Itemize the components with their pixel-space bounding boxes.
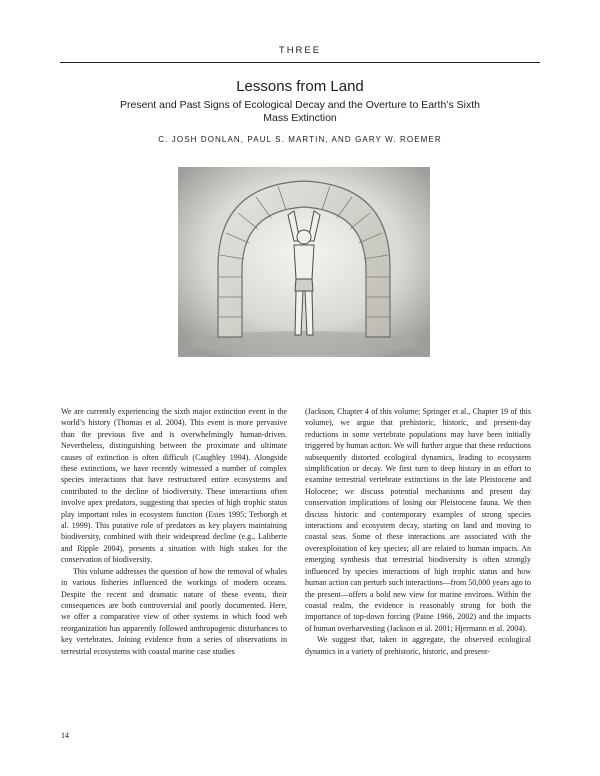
chapter-authors: C. JOSH DONLAN, PAUL S. MARTIN, AND GARY W. ROEMER [158,135,442,144]
chapter-title: Lessons from Land [236,78,364,95]
paragraph: We suggest that, taken in aggregate, the observed ecological dynamics in a variety of prehistoric, historic, and present- [305,635,531,656]
paragraph: This volume addresses the question of how the removal of whales in various fisheries influenced the workings of modern oceans. Despite the recent and dramatic nature of these events, their consequences are both controversial and poorly documented. Here, we offer a comparative view of other systems in which food web reorganization has apparently followed anthropogenic disturbances to key vertebrates. Joining evidence from a series of observations in terrestrial ecosystems with coastal marine case studies [61,566,287,656]
chapter-subtitle: Present and Past Signs of Ecological Decay and the Overture to Earth’s Sixth Mass Extinction [120,99,480,124]
body-column-left [61,406,287,657]
chapter-number: THREE [278,45,322,56]
paragraph: We are currently experiencing the sixth major extinction event in the world’s history (Thomas et al. 2004). This event is more pervasive than the previous five and is overwhelmingly human-driven. Nevertheless, distinguishing between the proximate and ultimate causes of extinction is often difficult (Caughley 1994). Alongside these extinctions, we have recently witnessed a number of complex species interactions that have restructured entire ecosystems and contributed to the decline of biodiversity. These interactions often involve apex predators, suggesting that species of high trophic status play important roles in ecosystem function (Estes 1995; Terborgh et al. 1999). This putative role of predators as key players maintaining biodiversity, combined with their widespread decline (e.g., Laliberte and Ripple 2004), presents a situation with high stakes for the conservation of biodiversity. [61,407,287,565]
header-rule [60,62,540,63]
figure-holding-arch-illustration [178,167,430,357]
paragraph: (Jackson, Chapter 4 of this volume; Springer et al., Chapter 19 of this volume), we argue that prehistoric, historic, and present-day reductions in some vertebrate populations may have been initially triggered by human action. We will further argue that these reductions subsequently distorted ecological dynamics, leading to ecosystem simplification or decay. We first turn to deep history in an effort to examine terrestrial vertebrate extinctions in the late Pleistocene and Holocene; we discuss potential mechanisms and present day conservation implications of losing our Pleistocene fauna. We then discuss historic and contemporary examples of strong species interactions and ecosystem decay, starting on land and moving to coastal seas. Some of these interactions are associated with the overexploitation of key species; all are related to human impacts. An emerging synthesis that terrestrial biodiversity is often strongly influenced by species interactions of high trophic status and how human action can perturb such interactions—from 50,000 years ago to the present—offers a bold new view for marine environs. Within the coastal realm, the evidence is reasonably strong for both the importance of top-down forcing (Paine 1966, 2002) and the impacts of human overharvesting (Jackson et al. 2001; Hjermann et al. 2004). [305,407,531,633]
body-column-right [305,406,531,657]
chapter-illustration [178,167,430,357]
page-number: 14 [61,731,69,740]
